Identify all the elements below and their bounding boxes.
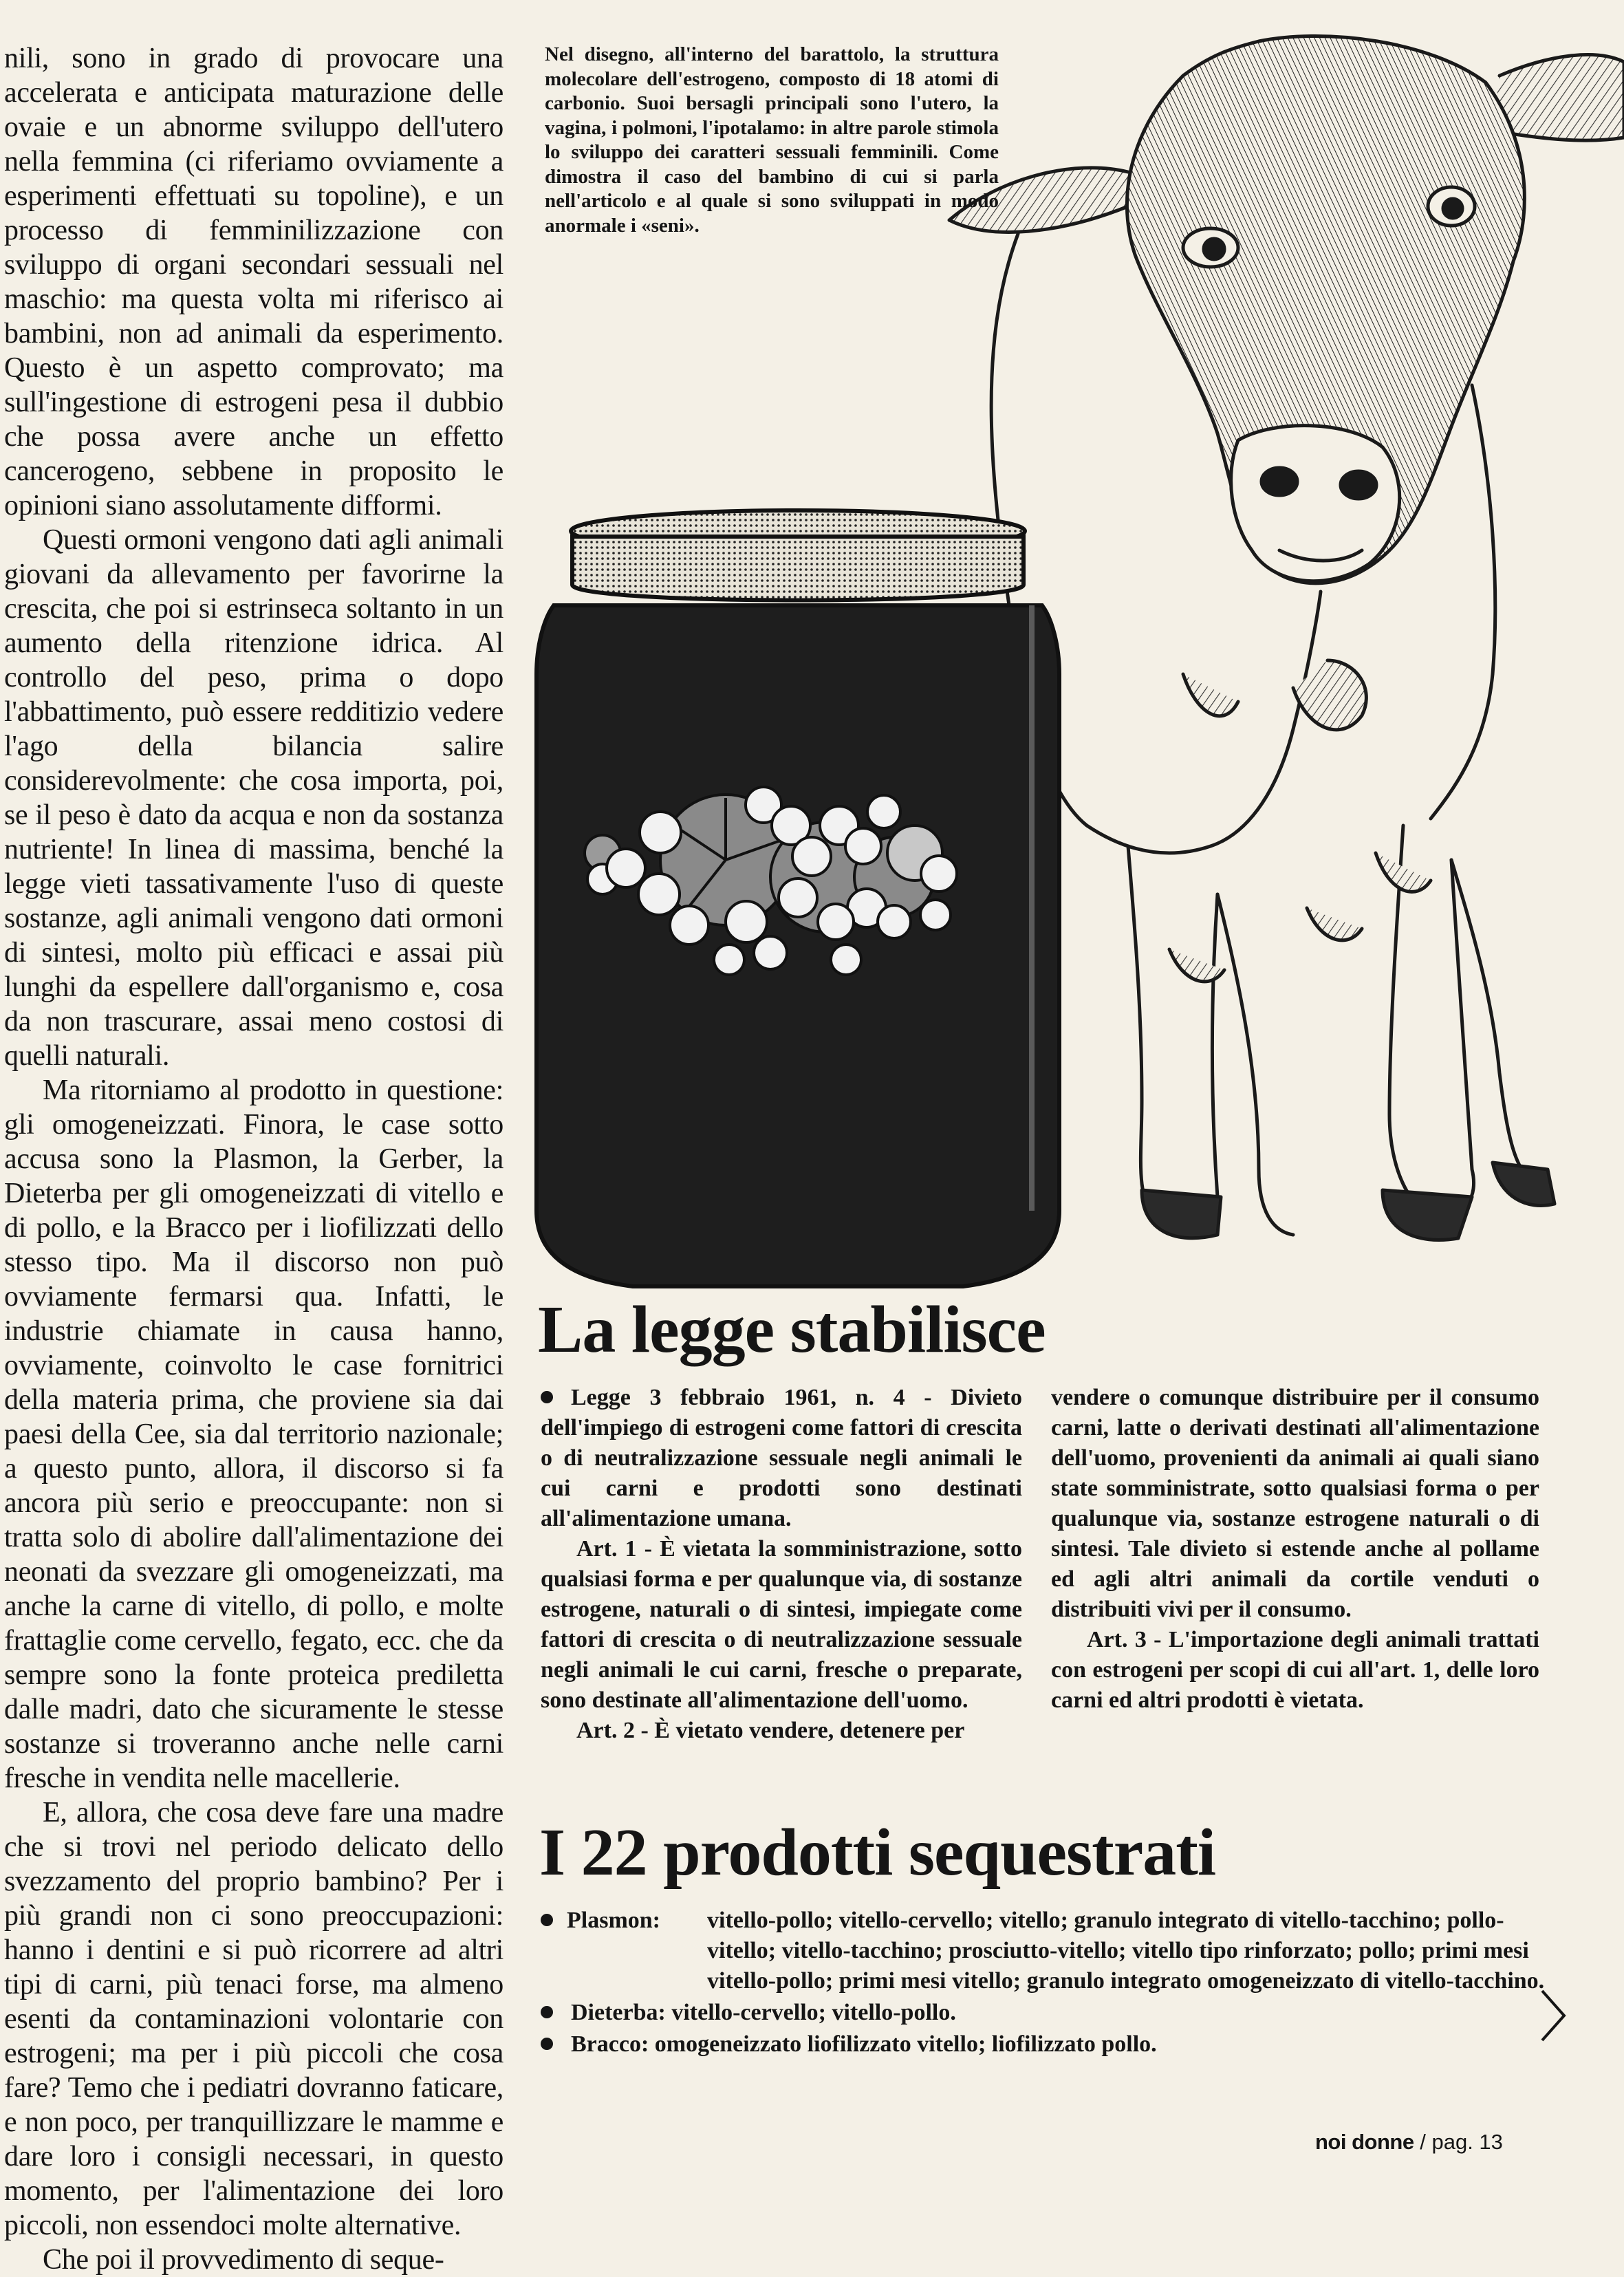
law-article-2-start: Art. 2 - È vietato vendere, detenere per	[576, 1718, 965, 1743]
brand-products: vitello-pollo; vitello-cervello; vitello; granulo integrato di vitello-tacchino; pollo-vitello; vitello-tacchino; prosciutto-vitello; vitello tipo rinforzato; pollo; primi mesi vitello-pollo; primi mesi vitello; granulo integrato omogeneizzato di vitello-tacchino.	[707, 1908, 1545, 1994]
footer-separator: /	[1420, 2130, 1426, 2154]
article-paragraph: E, allora, che cosa deve fare una madre che si trovi nel periodo delicato dello svezzamento del proprio bambino? Per i più grandi non ci sono preoccupazioni: hanno i dentini e si può ricorrere ad altri tipi di carni, più tenaci forse, ma almeno esenti da contaminazioni volontarie con estrogeni; ma per i più piccoli che cosa fare? Temo che i pediatri dovranno faticare, e non poco, per tranquillizzare le mamme e dare loro i consigli necessari, in questo momento, per l'alimentazione dei loro piccoli, non essendoci molte alternative.	[4, 1797, 504, 2241]
page-footer	[1315, 2130, 1503, 2155]
article-paragraph: Che poi il provvedimento di seque-	[43, 2244, 444, 2276]
law-column-right	[1051, 1383, 1539, 1716]
list-item	[541, 1906, 1545, 1996]
bullet-icon	[541, 1914, 553, 1926]
law-article-3: Art. 3 - L'importazione degli animali trattati con estrogeni per scopi di cui all'art. 1, delle loro carni ed altri prodotti è vietata.	[1051, 1627, 1539, 1713]
brand-products: vitello-cervello; vitello-pollo.	[671, 2000, 956, 2025]
page-number: pag. 13	[1431, 2130, 1503, 2154]
brand-name: Bracco:	[571, 2031, 649, 2057]
bullet-icon	[541, 1391, 553, 1403]
illustration-caption: Nel disegno, all'interno del barattolo, la struttura molecolare dell'estrogeno, composto di 18 atomi di carbonio. Suoi bersagli principali sono l'utero, la vagina, i polmoni, l'ipotalamo: in altre parole stimola lo sviluppo dei caratteri sessuali femminili. Come dimostra il caso del bambino di cui si parla nell'articolo e al quale si sono sviluppati in modo anormale i «seni».	[545, 43, 999, 237]
law-section-heading: La legge stabilisce	[538, 1293, 1046, 1367]
brand-products: omogeneizzato liofilizzato vitello; liofilizzato pollo.	[654, 2031, 1157, 2057]
bullet-icon	[541, 2006, 553, 2018]
list-item	[541, 2029, 1545, 2060]
law-column-left	[541, 1383, 1022, 1746]
list-item	[541, 1998, 1545, 2028]
next-page-arrow-icon	[1539, 1988, 1567, 2043]
law-article-2-continuation: vendere o comunque distribuire per il consumo carni, latte o derivati destinati all'alimentazione dell'uomo, provenienti da animali ai quali siano state somministrate, sotto qualsiasi forma o per qualunque via, sostanze estrogene naturali o di sintesi. Tale divieto si estende anche al pollame ed agli altri animali da cortile venduti o distribuiti vivi per il consumo.	[1051, 1385, 1539, 1622]
law-article-1: Art. 1 - È vietata la somministrazione, sotto qualsiasi forma e per qualunque via, di sostanze estrogene, naturali o di sintesi, impiegate come fattori di crescita o di neutralizzazione sessuale negli animali le cui carni, fresche o preparate, sono destinate all'alimentazione dell'uomo.	[541, 1536, 1022, 1713]
article-left-column	[4, 41, 504, 2277]
brand-name: Dieterba:	[571, 2000, 666, 2025]
brand-name: Plasmon:	[567, 1908, 660, 1933]
magazine-name: noi donne	[1315, 2130, 1414, 2154]
article-paragraph: Ma ritorniamo al prodotto in questione: gli omogeneizzati. Finora, le case sotto accusa sono la Plasmon, la Gerber, la Dieterba per gli omogeneizzati di vitello e di pollo, e la Bracco per i liofilizzati dello stesso tipo. Ma il discorso non può ovviamente fermarsi qua. Infatti, le industrie chiamate in causa hanno, ovviamente, coinvolto le case fornitrici della materia prima, che proviene sia dai paesi della Cee, sia dal territorio nazionale; a questo punto, allora, il discorso si fa ancora più serio e preoccupante: non si tratta solo di abolire dall'alimentazione dei neonati da svezzare gli omogeneizzati, ma anche la carne di vitello, di pollo, e molte frattaglie come cervello, fegato, ecc. che da sempre sono la fonte proteica prediletta dalle madri, dato che sicuramente le stesse sostanze si troveranno anche nelle carni fresche in vendita nelle macellerie.	[4, 1075, 504, 1794]
seized-products-list	[541, 1906, 1545, 2061]
bullet-icon	[541, 2038, 553, 2050]
article-paragraph: Questi ormoni vengono dati agli animali giovani da allevamento per favorirne la crescita, che poi si estrinseca soltanto in un aumento della ritenzione idrica. Al controllo del peso, prima o dopo l'abbattimento, può essere redditizio vedere l'ago della bilancia salire considerevolmente: che cosa importa, poi, se il peso è dato da acqua e non da sostanza nutriente! In linea di massima, benché la legge vieti tassativamente l'uso di queste sostanze, agli animali vengono dati ormoni di sintesi, molto più efficaci e assai più lunghi da espellere dall'organismo e, cosa da non trascurare, assai meno costosi di quelli naturali.	[4, 524, 504, 1072]
products-section-heading: I 22 prodotti sequestrati	[539, 1815, 1216, 1890]
article-paragraph: nili, sono in grado di provocare una accelerata e anticipata maturazione delle ovaie e un abnorme sviluppo dell'utero nella femmina (ci riferiamo ovviamente a esperimenti effettuati su topoline), e un processo di femminilizzazione con sviluppo di organi secondari sessuali nel maschio: ma questa volta mi riferisco ai bambini, non ad animali da esperimento. Questo è un aspetto comprovato; ma sull'ingestione di estrogeni pesa il dubbio che possa avere anche un effetto cancerogeno, sebbene in proposito le opinioni siano assolutamente difformi.	[4, 43, 504, 521]
law-intro: Legge 3 febbraio 1961, n. 4 - Divieto dell'impiego di estrogeni come fattori di crescita o di neutralizzazione sessuale negli animali le cui carni e prodotti sono destinati all'alimentazione umana.	[541, 1385, 1022, 1531]
